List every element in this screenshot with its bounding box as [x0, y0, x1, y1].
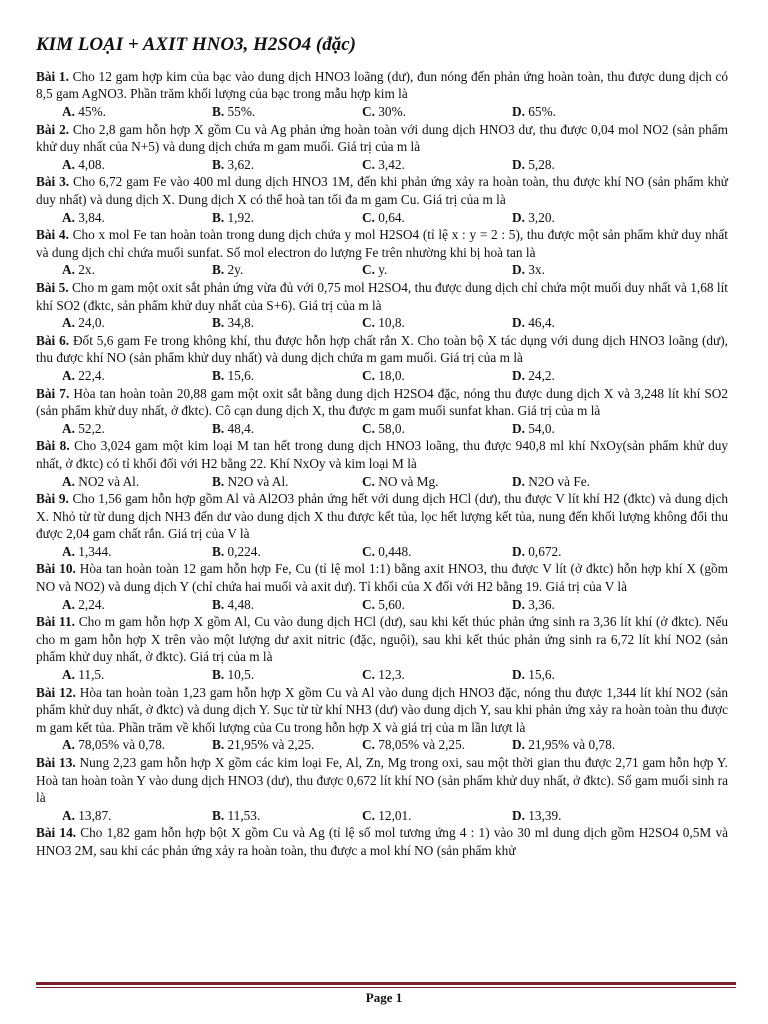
answer-option	[62, 209, 212, 227]
problem-text	[36, 226, 728, 261]
answer-option	[512, 543, 662, 561]
option-letter: B.	[212, 473, 225, 489]
option-letter: C.	[362, 543, 375, 559]
option-text: 24,0.	[78, 315, 105, 331]
problem-label: Bài 2.	[36, 121, 70, 137]
answer-option	[212, 156, 362, 174]
option-letter: B.	[212, 807, 225, 823]
problem	[36, 560, 728, 613]
answer-option	[362, 103, 512, 121]
option-text: 2,24.	[78, 596, 105, 612]
answer-option	[212, 543, 362, 561]
problem-text	[36, 684, 728, 737]
problem-label: Bài 8.	[36, 438, 70, 454]
option-text: 45%.	[78, 104, 106, 120]
problem-text	[36, 560, 728, 595]
answer-option	[512, 807, 662, 825]
option-letter: D.	[512, 473, 525, 489]
problem	[36, 173, 728, 226]
problem	[36, 754, 728, 824]
option-letter: A.	[62, 737, 75, 753]
problem-body: Hòa tan hoàn toàn 12 gam hỗn hợp Fe, Cu (tỉ lệ mol 1:1) bằng axit HNO3, thu được V lít (ở đktc) hỗn hợp khí X (gồm NO và NO2) và dung dịch Y (chỉ chứa hai muối và axit dư). Tỉ khối của X đối với H2 bằng 19. Giá trị của V là	[36, 561, 728, 595]
problem-text	[36, 332, 728, 367]
problem-label: Bài 4.	[36, 227, 69, 243]
answer-options	[36, 103, 728, 121]
problem-body: Hòa tan hoàn toàn 20,88 gam một oxit sắt bằng dung dịch H2SO4 đặc, nóng thu được dung dịch X và 3,248 lít khí SO2 (sản phẩm khử duy nhất, ở đktc). Cô cạn dung dịch X, thu được m gam muối sunfat khan. Giá trị của m là	[36, 385, 729, 419]
option-text: 12,3.	[378, 667, 405, 683]
answer-options	[36, 209, 728, 227]
option-letter: C.	[362, 209, 375, 225]
problem-body: Cho 2,8 gam hỗn hợp X gồm Cu và Ag phản ứng hoàn toàn với dung dịch HNO3 dư, thu được 0,04 mol NO2 (sản phẩm khử duy nhất của N+5) và dung dịch chứa m gam muối. Giá trị của m là	[36, 121, 728, 155]
option-letter: A.	[62, 807, 75, 823]
answer-options	[36, 543, 728, 561]
answer-options	[36, 666, 728, 684]
option-letter: C.	[362, 156, 375, 172]
option-letter: A.	[62, 596, 75, 612]
answer-option	[362, 666, 512, 684]
option-text: 3x.	[528, 262, 545, 278]
option-letter: B.	[212, 315, 225, 331]
option-text: 78,05% và 2,25.	[378, 737, 466, 753]
footer-rule-thin	[36, 987, 736, 988]
problem-body: Nung 2,23 gam hỗn hợp X gồm các kim loại Fe, Al, Zn, Mg trong oxi, sau một thời gian thu được 2,71 gam hỗn hợp Y. Hoà tan hoàn toàn Y vào dung dịch HNO3 (dư), thu được 0,672 lít khí NO (sản phẩm khử duy nhất, ở đktc). Số gam muối sinh ra là	[36, 755, 728, 806]
problem-text	[36, 173, 728, 208]
option-letter: C.	[362, 807, 375, 823]
option-text: 21,95% và 2,25.	[227, 737, 315, 753]
problem	[36, 332, 728, 385]
option-text: 46,4.	[528, 315, 555, 331]
problem-text	[36, 490, 728, 543]
answer-option	[62, 543, 212, 561]
answer-option	[362, 736, 512, 754]
option-letter: D.	[512, 367, 525, 383]
answer-option	[512, 473, 662, 491]
problem-body: Cho 3,024 gam một kim loại M tan hết trong dung dịch HNO3 loãng, thu được 940,8 ml khí NxOy(sản phẩm khử duy nhất, ở đktc) có tỉ khối đối với H2 bằng 22. Khí NxOy và kim loại M là	[36, 438, 729, 471]
option-letter: B.	[212, 156, 225, 172]
answer-option	[212, 314, 362, 332]
option-letter: C.	[362, 420, 375, 436]
answer-options	[36, 420, 728, 438]
option-letter: B.	[212, 209, 225, 225]
option-text: 55%.	[227, 104, 256, 120]
answer-option	[362, 807, 512, 825]
option-text: 3,36.	[528, 596, 555, 612]
problem	[36, 437, 728, 490]
option-text: N2O và Fe.	[528, 473, 590, 489]
answer-options	[36, 156, 728, 174]
answer-option	[512, 596, 662, 614]
answer-options	[36, 736, 728, 754]
problem-text	[36, 121, 728, 156]
problem-label: Bài 6.	[36, 332, 70, 348]
option-letter: B.	[212, 737, 225, 753]
option-letter: A.	[62, 420, 75, 436]
option-letter: C.	[362, 667, 375, 683]
problem-label: Bài 5.	[36, 279, 69, 295]
option-letter: A.	[62, 104, 75, 120]
problem-label: Bài 12.	[36, 684, 76, 700]
problem-body: Cho m gam một oxit sắt phản ứng vừa đủ với 0,75 mol H2SO4, thu được dung dịch chỉ chứa một muối duy nhất và 1,68 lít khí SO2 (đktc, sản phẩm khử duy nhất của S+6). Giá trị của m là	[36, 279, 729, 313]
problem-label: Bài 11.	[36, 614, 75, 630]
answer-option	[212, 367, 362, 385]
answer-option	[512, 666, 662, 684]
option-letter: B.	[212, 596, 225, 612]
option-text: 4,48.	[227, 596, 255, 612]
problem-text	[36, 613, 728, 666]
option-text: 3,20.	[528, 209, 555, 225]
answer-option	[362, 209, 512, 227]
option-text: 10,5.	[227, 667, 255, 683]
option-text: 2x.	[78, 262, 95, 278]
problem-label: Bài 14.	[36, 825, 77, 841]
problem-label: Bài 13.	[36, 755, 76, 770]
option-letter: D.	[512, 209, 525, 225]
problem	[36, 68, 728, 121]
option-text: 5,60.	[378, 596, 405, 612]
option-letter: B.	[212, 420, 225, 436]
option-letter: C.	[362, 737, 375, 753]
answer-option	[212, 261, 362, 279]
problem-body: Đốt 5,6 gam Fe trong không khí, thu được hỗn hợp chất rắn X. Cho toàn bộ X tác dụng với dung dịch HNO3 loãng (dư), thu được khí NO (sản phẩm khử duy nhất) và dung dịch chứa m gam muối. Giá trị của m là	[36, 332, 729, 366]
option-letter: A.	[62, 315, 75, 331]
answer-option	[62, 596, 212, 614]
problem-text	[36, 824, 728, 859]
problem-text	[36, 437, 728, 472]
option-text: 13,39.	[528, 807, 562, 823]
answer-option	[362, 367, 512, 385]
option-text: 12,01.	[378, 807, 412, 823]
answer-options	[36, 473, 728, 491]
option-letter: A.	[62, 209, 75, 225]
option-letter: C.	[362, 315, 375, 331]
answer-option	[212, 666, 362, 684]
answer-option	[212, 596, 362, 614]
problem	[36, 226, 728, 279]
option-letter: A.	[62, 156, 75, 172]
option-letter: C.	[362, 104, 375, 120]
option-text: 15,6.	[227, 367, 255, 383]
option-text: 48,4.	[227, 420, 255, 436]
problem	[36, 684, 728, 754]
problem-body: Cho x mol Fe tan hoàn toàn trong dung dịch chứa y mol H2SO4 (tỉ lệ x : y = 2 : 5), thu được một sản phẩm khử duy nhất và dung dịch chỉ chứa muối sunfat. Số mol electron do lượng Fe trên nhường khi bị hoà tan là	[36, 227, 729, 260]
answer-option	[62, 807, 212, 825]
option-text: 1,344.	[78, 543, 112, 559]
answer-option	[62, 314, 212, 332]
answer-option	[512, 209, 662, 227]
problem-text	[36, 279, 728, 314]
option-letter: C.	[362, 596, 375, 612]
answer-option	[362, 261, 512, 279]
option-text: 5,28.	[528, 156, 555, 172]
answer-option	[62, 420, 212, 438]
option-text: 78,05% và 0,78.	[78, 737, 166, 753]
answer-option	[212, 103, 362, 121]
option-text: 0,64.	[378, 209, 405, 225]
answer-option	[512, 367, 662, 385]
option-text: 3,84.	[78, 209, 105, 225]
document-title: KIM LOẠI + AXIT HNO3, H2SO4 (đặc)	[36, 34, 356, 55]
answer-option	[512, 314, 662, 332]
option-text: N2O và Al.	[227, 473, 289, 489]
option-text: 3,62.	[227, 156, 255, 172]
option-text: 21,95% và 0,78.	[528, 737, 616, 753]
option-letter: C.	[362, 262, 375, 278]
option-letter: C.	[362, 473, 375, 489]
problem-label: Bài 3.	[36, 174, 70, 190]
option-letter: D.	[512, 596, 525, 612]
problem	[36, 279, 728, 332]
answer-option	[362, 156, 512, 174]
problem-label: Bài 9.	[36, 491, 69, 507]
option-letter: D.	[512, 737, 525, 753]
option-text: y.	[378, 262, 388, 278]
problem-body: Cho 12 gam hợp kim của bạc vào dung dịch HNO3 loãng (dư), đun nóng đến phản ứng hoàn toàn, thu được dung dịch có 8,5 gam AgNO3. Phần trăm khối lượng của bạc trong mẫu hợp kim là	[36, 68, 729, 102]
problem-label: Bài 10.	[36, 561, 76, 577]
problem-text	[36, 754, 728, 807]
answer-options	[36, 596, 728, 614]
option-letter: D.	[512, 315, 525, 331]
option-letter: B.	[212, 262, 225, 278]
option-text: NO2 và Al.	[78, 473, 140, 489]
option-text: 52,2.	[78, 420, 105, 436]
option-letter: C.	[362, 367, 375, 383]
problem-body: Cho 1,56 gam hỗn hợp gồm Al và Al2O3 phản ứng hết với dung dịch HCl (dư), thu được V lít khí H2 (đktc) và dung dịch X. Nhỏ từ từ dung dịch NH3 đến dư vào dung dịch X thu được kết tủa, lọc hết lượng kết tủa, nung đến khối lượng không đổi thu được 2,04 gam chất rắn. Giá trị của V là	[36, 491, 729, 542]
option-letter: D.	[512, 543, 525, 559]
problem-body: Hòa tan hoàn toàn 1,23 gam hỗn hợp X gồm Cu và Al vào dung dịch HNO3 đặc, nóng thu được 1,344 lít khí NO2 (sản phẩm khử duy nhất, ở đktc) và dung dịch Y. Sục từ từ khí NH3 (dư) vào dung dịch Y, sau khi phản ứng xảy ra hoàn toàn thu được m gam kết tủa. Phần trăm về khối lượng của Cu trong hỗn hợp X và giá trị của m lần lượt là	[36, 684, 728, 735]
option-text: 30%.	[378, 104, 406, 120]
problem-label: Bài 7.	[36, 385, 70, 401]
option-text: 54,0.	[528, 420, 555, 436]
page-number: Page 1	[365, 990, 403, 1005]
answer-option	[62, 736, 212, 754]
answer-option	[212, 420, 362, 438]
problem	[36, 385, 728, 438]
answer-option	[512, 420, 662, 438]
problem-text	[36, 68, 728, 103]
answer-option	[362, 473, 512, 491]
problem	[36, 613, 728, 683]
option-text: 11,53.	[227, 807, 261, 823]
option-text: 0,672.	[528, 543, 562, 559]
option-text: NO và Mg.	[378, 473, 439, 489]
problem-body: Cho 1,82 gam hỗn hợp bột X gồm Cu và Ag (tỉ lệ số mol tương ứng 4 : 1) vào 30 ml dung dịch gồm H2SO4 0,5M và HNO3 2M, sau khi các phản ứng xảy ra hoàn toàn, thu được a mol khí NO (sản phẩm khử	[36, 825, 729, 858]
problem	[36, 490, 728, 560]
option-text: 4,08.	[78, 156, 105, 172]
option-text: 22,4.	[78, 367, 105, 383]
option-text: 58,0.	[378, 420, 405, 436]
option-letter: B.	[212, 104, 225, 120]
option-letter: A.	[62, 262, 75, 278]
option-text: 0,224.	[227, 543, 261, 559]
problem	[36, 824, 728, 859]
option-letter: D.	[512, 104, 525, 120]
answer-options	[36, 314, 728, 332]
footer-rule-thick	[36, 982, 736, 985]
answer-option	[212, 209, 362, 227]
option-letter: B.	[212, 667, 225, 683]
option-text: 18,0.	[378, 367, 405, 383]
answer-option	[62, 473, 212, 491]
option-letter: D.	[512, 807, 525, 823]
answer-option	[512, 103, 662, 121]
option-letter: A.	[62, 367, 75, 383]
answer-option	[62, 367, 212, 385]
answer-option	[62, 156, 212, 174]
option-letter: B.	[212, 367, 225, 383]
option-text: 10,8.	[378, 315, 405, 331]
option-letter: A.	[62, 543, 75, 559]
answer-option	[512, 156, 662, 174]
option-text: 65%.	[528, 104, 556, 120]
answer-option	[362, 314, 512, 332]
answer-option	[512, 736, 662, 754]
answer-option	[362, 420, 512, 438]
problem-text	[36, 385, 728, 420]
answer-options	[36, 807, 728, 825]
option-letter: B.	[212, 543, 225, 559]
option-text: 13,87.	[78, 807, 112, 823]
answer-option	[62, 103, 212, 121]
answer-option	[212, 473, 362, 491]
problem-body: Cho 6,72 gam Fe vào 400 ml dung dịch HNO3 1M, đến khi phản ứng xảy ra hoàn toàn, thu được khí NO (sản phẩm khử duy nhất) và dung dịch X. Dung dịch X có thể hoà tan tối đa m gam Cu. Giá trị của m là	[36, 174, 728, 207]
problem-label: Bài 1.	[36, 68, 69, 84]
option-letter: A.	[62, 473, 75, 489]
option-letter: D.	[512, 262, 525, 278]
answer-option	[362, 596, 512, 614]
option-text: 1,92.	[227, 209, 255, 225]
answer-options	[36, 261, 728, 279]
option-text: 24,2.	[528, 367, 555, 383]
answer-option	[212, 736, 362, 754]
answer-option	[512, 261, 662, 279]
option-letter: D.	[512, 420, 525, 436]
option-text: 0,448.	[378, 543, 412, 559]
option-text: 34,8.	[227, 315, 255, 331]
option-text: 2y.	[227, 262, 244, 278]
problem-body: Cho m gam hỗn hợp X gồm Al, Cu vào dung dịch HCl (dư), sau khi kết thúc phản ứng sinh ra 3,36 lít khí (ở đktc). Nếu cho m gam hỗn hợp X trên vào một lượng dư axit nitric (đặc, nguội), sau khi kết thúc phản ứng sinh ra 6,72 lít khí NO2 (sản phẩm khử duy nhất, ở đktc). Giá trị của m là	[36, 614, 728, 665]
answer-option	[362, 543, 512, 561]
answer-option	[62, 666, 212, 684]
answer-option	[62, 261, 212, 279]
document-page	[36, 34, 728, 860]
option-text: 11,5.	[78, 667, 105, 683]
option-letter: D.	[512, 667, 525, 683]
option-letter: D.	[512, 156, 525, 172]
problem	[36, 121, 728, 174]
answer-options	[36, 367, 728, 385]
problem-list	[36, 68, 728, 860]
option-text: 3,42.	[378, 156, 405, 172]
option-text: 15,6.	[528, 667, 555, 683]
answer-option	[212, 807, 362, 825]
option-letter: A.	[62, 667, 75, 683]
